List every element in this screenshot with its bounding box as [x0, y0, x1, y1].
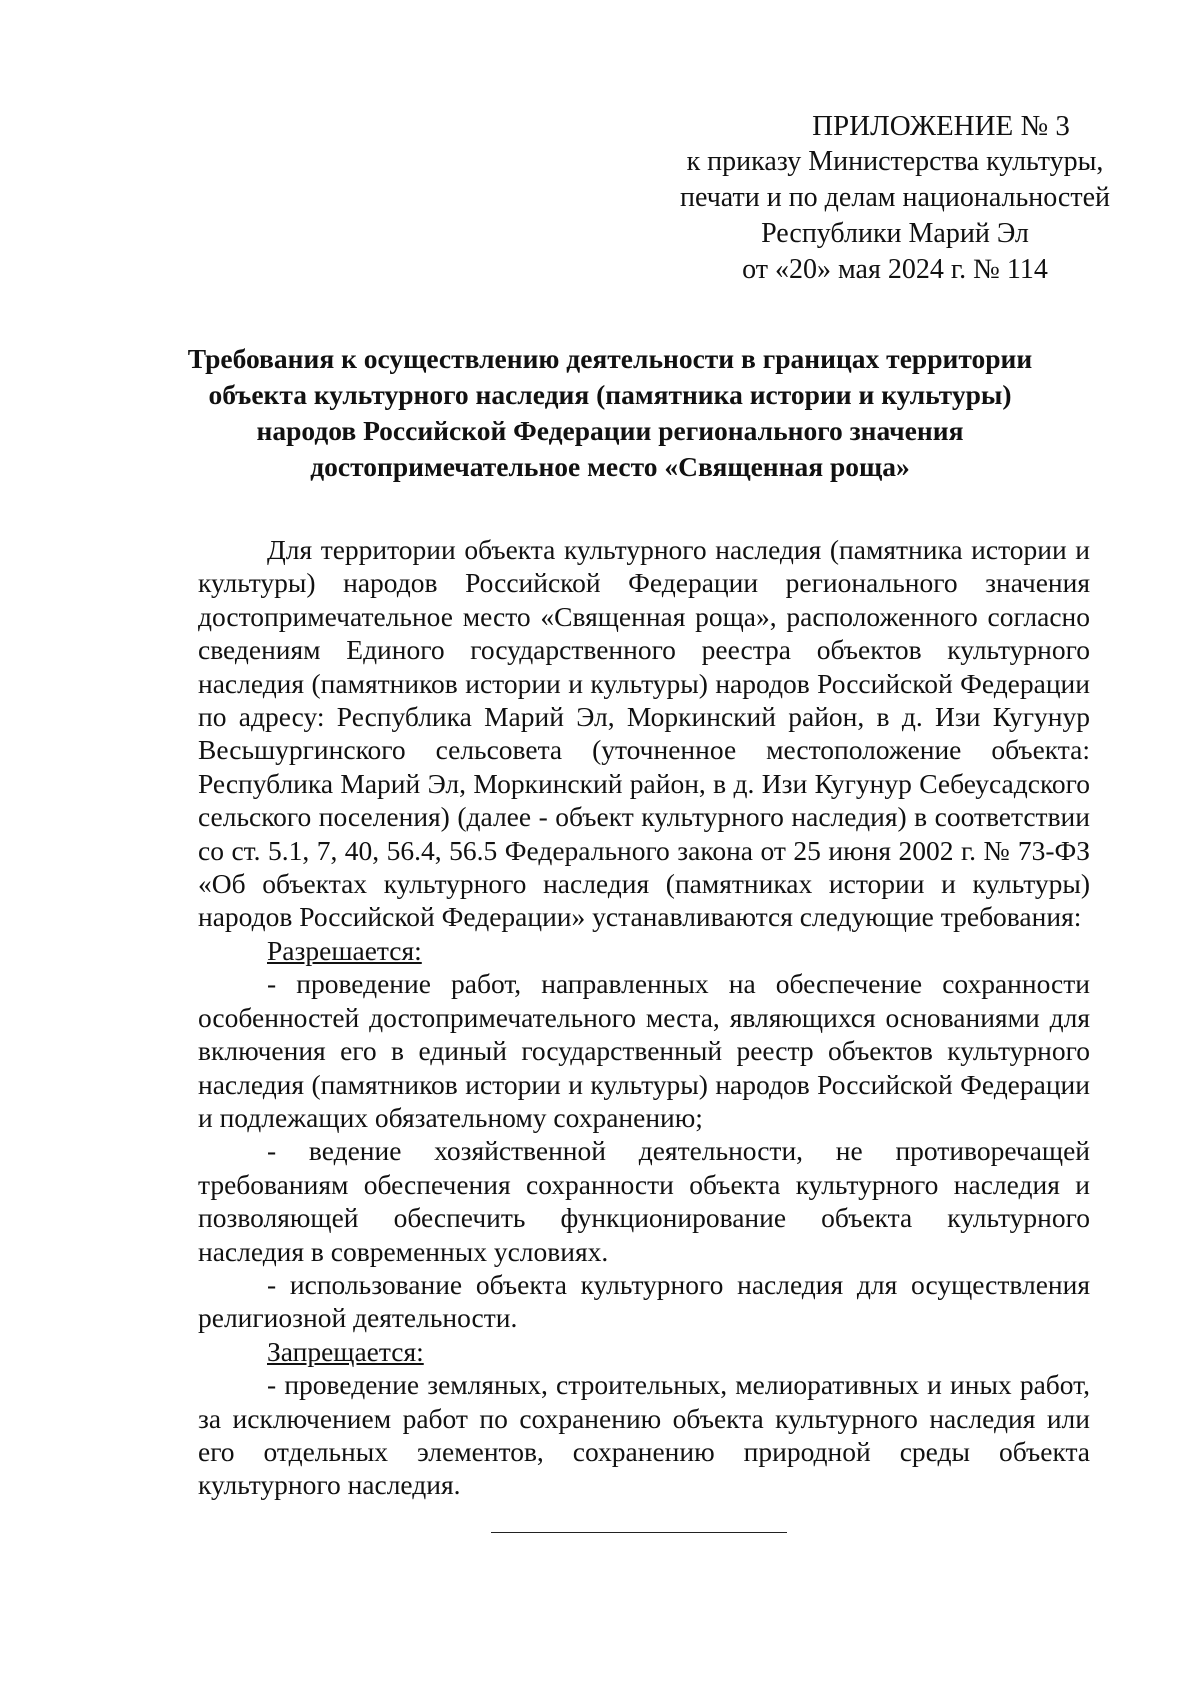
end-divider — [491, 1532, 787, 1533]
allowed-item: - использование объекта культурного наследия для осуществления религиозной деятельности. — [198, 1268, 1090, 1334]
allowed-heading: Разрешается: — [267, 934, 422, 966]
annex-header — [660, 108, 1130, 288]
intro-paragraph: Для территории объекта культурного наследия (памятника истории и культуры) народов Российской Федерации регионального значения достопримечательное место «Священная роща», расположенного согласно сведениям Единого государственного реестра объектов культурного наследия (памятников истории и культуры) народов Российской Федерации по адресу: Республика Марий Эл, Моркинский район, в д. Изи Кугунур Весьшургинского сельсовета (уточненное местоположение объекта: Республика Марий Эл, Моркинский район, в д. Изи Кугунур Себеусадского сельского поселения) (далее - объект культурного наследия) в соответствии со ст. 5.1, 7, 40, 56.4, 56.5 Федерального закона от 25 июня 2002 г. № 73-ФЗ «Об объектах культурного наследия (памятниках истории и культуры) народов Российской Федерации» устанавливаются следующие требования: — [198, 534, 1090, 933]
title-line: достопримечательное место «Священная роща» — [310, 451, 910, 482]
forbidden-item: - проведение земляных, строительных, мелиоративных и иных работ, за исключением работ по сохранению объекта культурного наследия или его отдельных элементов, сохранению природной среды объекта культурного наследия. — [198, 1369, 1090, 1501]
forbidden-heading: Запрещается: — [267, 1335, 424, 1367]
annex-line: от «20» мая 2024 г. № 114 — [742, 254, 1048, 285]
document-title — [160, 341, 1060, 485]
title-line: народов Российской Федерации регионального значения — [256, 415, 964, 446]
annex-line: печати и по делам национальностей — [679, 182, 1111, 213]
title-line: объекта культурного наследия (памятника истории и культуры) — [208, 379, 1012, 410]
document-body — [198, 533, 1090, 1502]
annex-line: к приказу Министерства культуры, — [686, 146, 1104, 177]
annex-number: ПРИЛОЖЕНИЕ № 3 — [812, 110, 1070, 142]
allowed-item: - проведение работ, направленных на обеспечение сохранности особенностей достопримечательного места, являющихся основаниями для включения его в единый государственный реестр объектов культурного наследия (памятников истории и культуры) народов Российской Федерации и подлежащих обязательному сохранению; — [198, 968, 1090, 1133]
annex-line: Республики Марий Эл — [761, 218, 1029, 249]
title-line: Требования к осуществлению деятельности в границах территории — [187, 343, 1033, 374]
allowed-item: - ведение хозяйственной деятельности, не противоречащей требованиям обеспечения сохранности объекта культурного наследия и позволяющей обеспечить функционирование объекта культурного наследия в современных условиях. — [198, 1135, 1090, 1267]
